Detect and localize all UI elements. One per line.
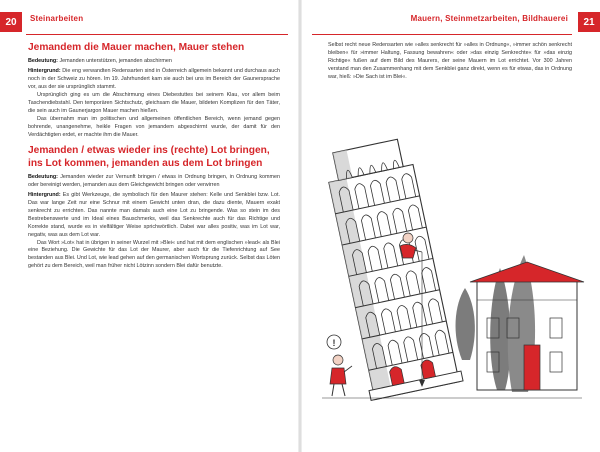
meaning-text: Jemanden unterstützen, jemanden abschirmen	[57, 58, 172, 65]
background-paragraph	[28, 192, 280, 239]
background-text: Die eng verwandten Redensarten sind in Österreich allgemein bekannt und durchaus auch noch in der Schweiz zu hören. Im 19. Jahrhundert kam sie auch bei uns im Bereich der Gaunersprache vor, aus der sie ursprünglich stammt.	[28, 68, 280, 91]
meaning-text: Jemanden wieder zur Vernunft bringen / etwas in Ordnung bringen, in Ordnung kommen oder bereinigt werden, jemanden aus dem Gleichgewicht bringen oder verwirren	[28, 174, 280, 189]
background-text: Es gibt Werkzeuge, die symbolisch für den Maurer stehen: Kelle und Senkblei bzw. Lot. Das war lange Zeit nur eine Schnur mit einem Gewicht unten dran, die dazu diente, Mauern exakt senkrecht zu errichten. Das nannte man damals auch eine Lot zu bringende. Was so stein im des Bestrebenswerte und im Ideal eines Bauschmerks, weil das Senkrechte auch für das Richtige und Korrekte stand, wurde es in vielfältiger Weise sprichwörtlich. Dabei war alles positiv, was im Lot war, negativ, was aus dem Lot war.	[28, 192, 280, 238]
leaning-tower-illustration	[302, 0, 600, 452]
background-label: Hintergrund:	[28, 68, 61, 75]
page-number-right: 21	[578, 12, 600, 32]
meaning-paragraph	[28, 174, 280, 190]
mason-figure	[330, 355, 352, 396]
meaning-label: Bedeutung:	[28, 174, 58, 181]
speech-bubble	[327, 335, 341, 349]
body-paragraph: Selbst recht neue Redensarten wie »alles senkrecht für »alles in Ordnung«, »immer schön senkrecht bleiben« für »immer Haltung, Fassung bewahren« oder »das einzig Senkrechte« für »das einzig Richtige« fußen auf dem Bild des Maurers, der seine Mauern im Lot errichtet. Vor 300 Jahren verstand man den Zusammenhang mit dem Senkblei ganz direkt, wenn es für etwas, das in Ordnung war, hieß: »Die Sach ist im Blei«.	[328, 42, 572, 80]
body-paragraph: Das übernahm man im politischen und allgemeinen öffentlichen Bereich, wenn jemand gegen bohrende, unangenehme, heikle Fragen von jemandem abgeschirmt wurde, der damit für den Verdächtigten erdet, er machte ihm die Mauer.	[28, 115, 280, 138]
meaning-label: Bedeutung:	[28, 58, 58, 65]
body-paragraph: Das Wort »Lot« hat in übrigen in seiner Wurzel mit »Blei« und hat mit dem englischen »lead« als Blei eine Beziehung. Die Gewichte für das Lot der Maurer, aber auch für die Tiefenrichtung auf See bestanden aus Blei. Und Lot, wie lead gehen auf den germanischen Wortsprung zurück. Selbst das Löten gehört zu dem Bereich, weil man früher nicht Lötzinn sondern Blei dafür benutzte.	[28, 239, 280, 270]
section-heading-lot: Jemanden / etwas wieder ins (rechte) Lot bringen, ins Lot kommen, jemanden aus dem Lot bringen	[28, 145, 270, 169]
page-number-left: 20	[0, 12, 22, 32]
meaning-paragraph	[28, 58, 280, 66]
section-heading-mauer: Jemandem die Mauer machen, Mauer stehen	[28, 42, 245, 53]
running-head-right: Mauern, Steinmetzarbeiten, Bildhauerei	[410, 14, 568, 23]
right-page	[302, 0, 600, 452]
header-rule-left	[26, 34, 288, 35]
background-paragraph	[28, 68, 280, 92]
left-text-column	[28, 42, 280, 271]
left-page	[0, 0, 298, 452]
body-paragraph: Ursprünglich ging es um die Abschirmung eines Diebestuttes bei seinem Klau, vor allem beim Taschendiebstahl. Den temporären Sichtschutz, gleichsam die Mauer, bildeten Komplizen für den Täter, die sein auch im Gaunerjargon Mauer machen hießen.	[28, 92, 280, 114]
running-head-left: Steinarbeiten	[30, 14, 84, 23]
background-label: Hintergrund:	[28, 192, 61, 199]
exclamation-mark: !	[332, 338, 336, 348]
